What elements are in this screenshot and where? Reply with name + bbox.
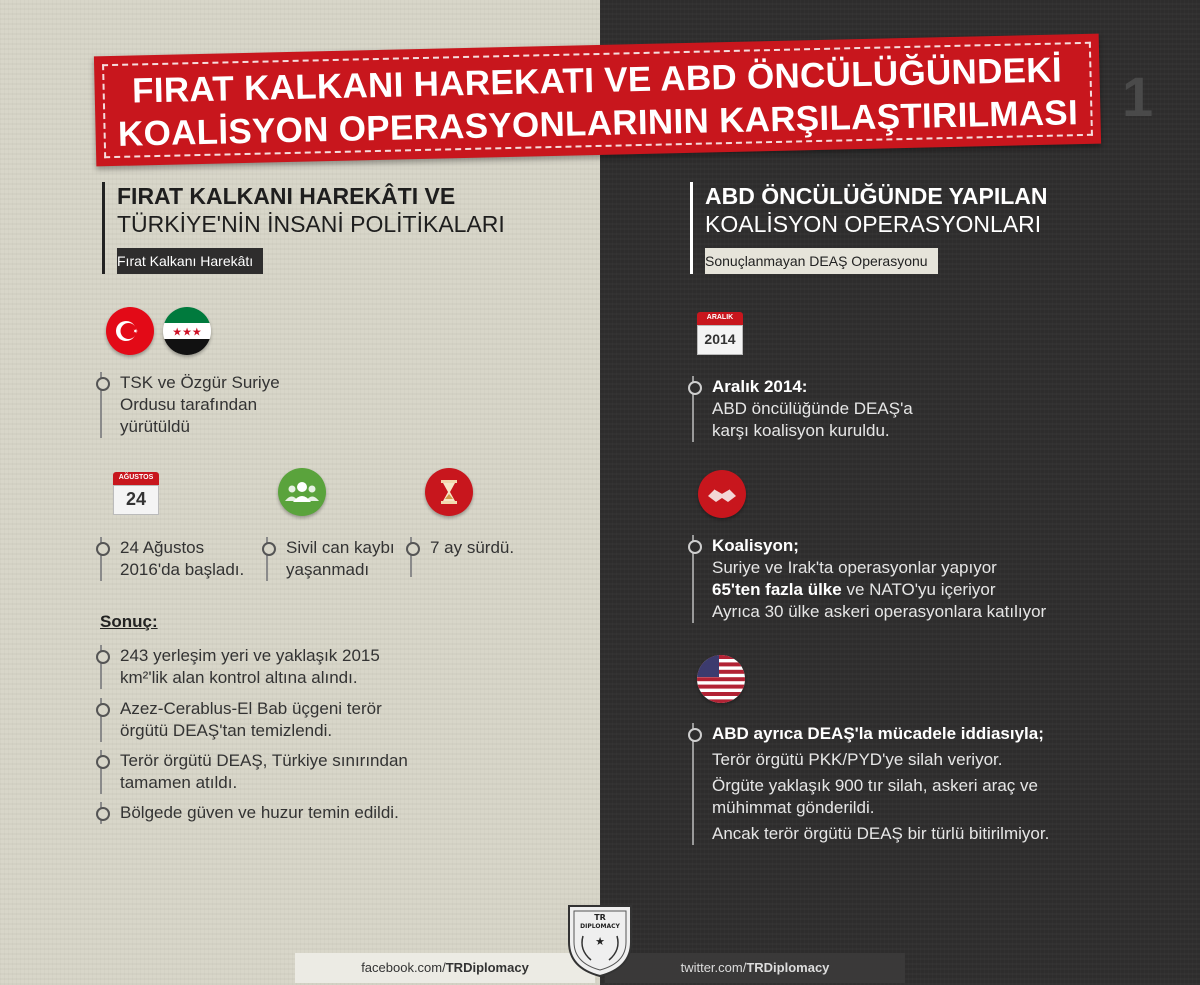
executed-by-line: yürütüldü xyxy=(120,417,190,436)
page-number: 1 xyxy=(1122,65,1154,128)
coalition-line: Ayrıca 30 ülke askeri operasyonlara katılıyor xyxy=(712,602,1047,621)
usa-item: Ancak terör örgütü DEAŞ bir türlü bitirilmiyor. xyxy=(712,824,1050,843)
people-group-icon xyxy=(278,468,326,516)
result-item xyxy=(100,802,399,824)
calendar-month: AĞUSTOS xyxy=(118,474,154,481)
fact-line: yaşanmadı xyxy=(286,560,370,579)
twitter-prefix: twitter.com/ xyxy=(680,960,747,975)
executed-by-bullet xyxy=(100,372,280,438)
result-line: Azez-Cerablus-El Bab üçgeni terör xyxy=(120,699,382,718)
fact-line: 24 Ağustos xyxy=(120,538,205,557)
trdiplomacy-seal-logo xyxy=(563,898,637,978)
usa-flag-icon xyxy=(697,655,745,703)
fact-start-date xyxy=(100,537,244,581)
banner-title-line2: KOALİSYON OPERASYONLARININ KARŞILAŞTIRILMASI xyxy=(117,93,1079,154)
twitter-link[interactable] xyxy=(605,953,905,983)
svg-text:★: ★ xyxy=(595,935,605,948)
date-text-line: karşı koalisyon kuruldu. xyxy=(712,421,890,440)
facebook-prefix: facebook.com/ xyxy=(361,960,446,975)
calendar-month: ARALIK xyxy=(706,314,734,321)
coalition-heading: Koalisyon; xyxy=(712,536,799,555)
result-line: tamamen atıldı. xyxy=(120,773,238,792)
result-item xyxy=(100,698,382,742)
executed-by-line: TSK ve Özgür Suriye xyxy=(120,373,280,392)
calendar-icon xyxy=(113,468,159,516)
right-title-bold: ABD ÖNCÜLÜĞÜNDE YAPILAN xyxy=(705,183,1048,209)
result-item xyxy=(100,645,380,689)
coalition-line xyxy=(712,579,1046,601)
handshake-icon xyxy=(698,470,746,518)
fact-no-civilian-loss xyxy=(266,537,395,581)
coalition-founded-bullet xyxy=(692,376,913,442)
fact-line: Sivil can kaybı xyxy=(286,538,395,557)
left-title-bold: FIRAT KALKANI HAREKÂTI VE xyxy=(117,183,456,209)
usa-item: Örgüte yaklaşık 900 tır silah, askeri araç ve xyxy=(712,776,1038,795)
usa-heading: ABD ayrıca DEAŞ'la mücadele iddiasıyla; xyxy=(712,724,1044,743)
seal-text-top: TR xyxy=(594,913,606,922)
result-line: Terör örgütü DEAŞ, Türkiye sınırından xyxy=(120,751,408,770)
result-label: Sonuç: xyxy=(100,612,158,631)
seal-text-bottom: DIPLOMACY xyxy=(580,923,620,930)
result-line: 243 yerleşim yeri ve yaklaşık 2015 xyxy=(120,646,380,665)
left-title-regular: TÜRKİYE'NİN İNSANİ POLİTİKALARI xyxy=(117,211,505,237)
usa-support-bullet xyxy=(692,723,1049,845)
syria-opposition-flag-icon xyxy=(163,307,211,355)
svg-text:★★★: ★★★ xyxy=(172,325,202,339)
hourglass-icon xyxy=(425,468,473,516)
result-item xyxy=(100,750,408,794)
right-section-header xyxy=(690,182,1047,274)
result-line: örgütü DEAŞ'tan temizlendi. xyxy=(120,721,333,740)
calendar-icon xyxy=(697,308,743,356)
coalition-line: Suriye ve Irak'ta operasyonlar yapıyor xyxy=(712,558,997,577)
coalition-countries-bold: 65'ten fazla ülke xyxy=(712,580,842,599)
result-line: Bölgede güven ve huzur temin edildi. xyxy=(120,803,399,822)
facebook-handle: TRDiplomacy xyxy=(445,960,529,975)
usa-item: mühimmat gönderildi. xyxy=(712,798,875,817)
date-heading: Aralık 2014: xyxy=(712,377,808,396)
twitter-handle: TRDiplomacy xyxy=(746,960,830,975)
right-title-regular: KOALİSYON OPERASYONLARI xyxy=(705,211,1042,237)
turkey-flag-icon xyxy=(106,307,154,355)
coalition-countries-rest: ve NATO'yu içeriyor xyxy=(841,580,996,599)
calendar-year: 2014 xyxy=(704,331,736,347)
calendar-day: 24 xyxy=(125,489,147,509)
left-section-tag: Fırat Kalkanı Harekâtı xyxy=(117,248,263,274)
facebook-link[interactable] xyxy=(295,953,595,983)
right-section-tag: Sonuçlanmayan DEAŞ Operasyonu xyxy=(705,248,938,274)
fact-line: 7 ay sürdü. xyxy=(430,538,515,557)
executed-by-line: Ordusu tarafından xyxy=(120,395,258,414)
date-text-line: ABD öncülüğünde DEAŞ'a xyxy=(712,399,913,418)
coalition-bullet xyxy=(692,535,1046,623)
fact-line: 2016'da başladı. xyxy=(120,560,245,579)
result-line: km²'lik alan kontrol altına alındı. xyxy=(120,668,358,687)
banner-title-line1: FIRAT KALKANI HAREKATI VE ABD ÖNCÜLÜĞÜNDEKİ xyxy=(131,50,1063,111)
usa-item: Terör örgütü PKK/PYD'ye silah veriyor. xyxy=(712,750,1003,769)
left-section-header xyxy=(102,182,505,274)
fact-duration xyxy=(410,537,514,577)
